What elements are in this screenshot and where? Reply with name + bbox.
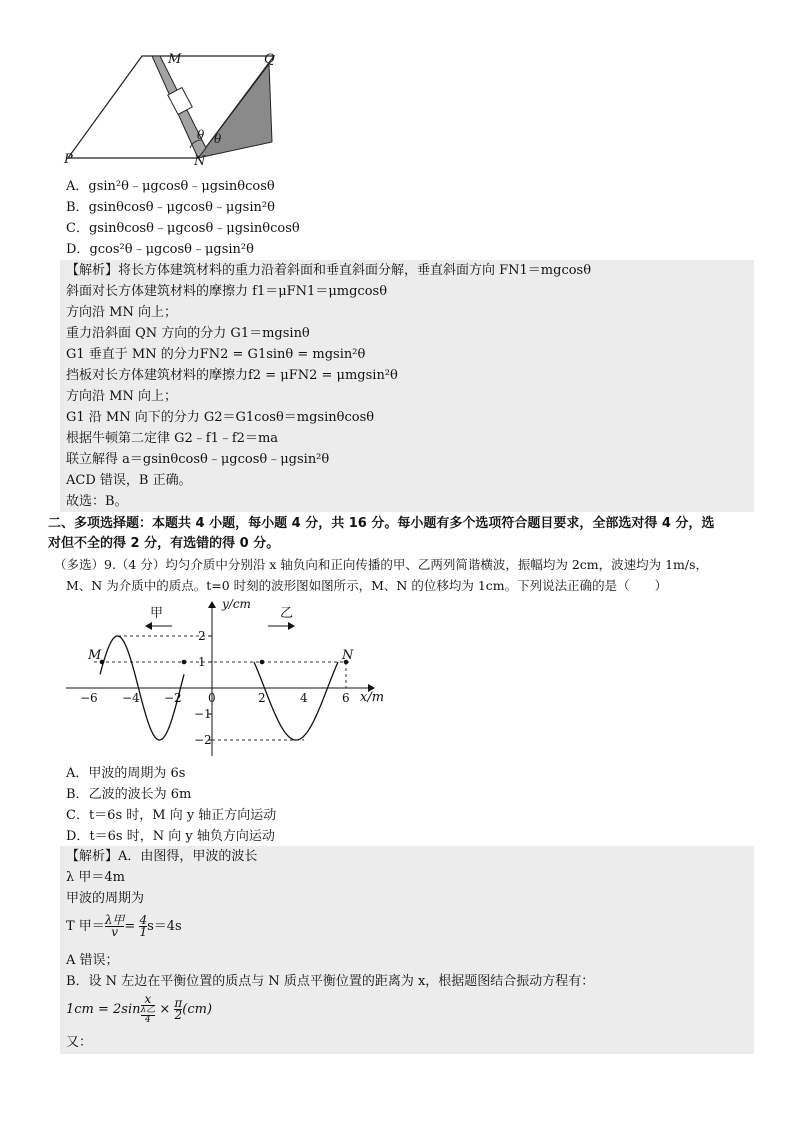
point-M-label: M xyxy=(88,648,102,663)
q8-analysis-line: 斜面对长方体建筑材料的摩擦力 f1＝μFN1＝μmgcosθ xyxy=(66,284,388,299)
q8-analysis-line: 方向沿 MN 向上； xyxy=(66,305,177,320)
y-tick-label: −2 xyxy=(194,733,212,747)
q9-analysis-line: B．设 N 左边在平衡位置的质点与 N 质点平衡位置的距离为 x，根据题图结合振动方程有： xyxy=(66,974,595,989)
q8-analysis-line: 挡板对长方体建筑材料的摩擦力f2 = μFN2 = μmgsin²θ xyxy=(66,368,398,383)
q9-analysis-line: 【解析】A．由图得，甲波的波长 xyxy=(66,849,258,864)
x-tick-label: −2 xyxy=(164,691,182,705)
q8-analysis-line: 重力沿斜面 QN 方向的分力 G1＝mgsinθ xyxy=(66,326,310,341)
x-tick-label: 2 xyxy=(258,691,266,705)
q9-analysis-line: 甲波的周期为 xyxy=(66,891,145,906)
q9-stem-2: M、N 为介质中的质点。t=0 时刻的波形图如图所示，M、N 的位移均为 1cm。下列说法正确的是（ ） xyxy=(66,578,668,593)
label-N: N xyxy=(194,154,206,169)
q8-option-d: D．gcos²θ﹣μgcosθ﹣μgsin²θ xyxy=(66,242,254,257)
x-axis-label: x/m xyxy=(360,690,385,705)
incline-figure xyxy=(64,52,284,170)
q8-option-c: C．gsinθcosθ﹣μgcosθ﹣μgsinθcosθ xyxy=(66,221,300,236)
q9-option-c: C．t＝6s 时，M 向 y 轴正方向运动 xyxy=(66,808,277,823)
label-theta-1: θ xyxy=(197,128,205,142)
q8-analysis-line: 方向沿 MN 向上； xyxy=(66,389,177,404)
label-theta-2: θ xyxy=(214,132,222,146)
section-heading-2: 对但不全的得 2 分，有选错的得 0 分。 xyxy=(48,536,280,551)
x-tick-label: 4 xyxy=(300,691,308,705)
x-tick-label: 0 xyxy=(208,691,216,705)
q9-analysis-line: λ 甲＝4m xyxy=(66,870,125,885)
label-Q: Q xyxy=(264,52,275,67)
x-tick-label: −6 xyxy=(80,691,98,705)
q8-option-a: A．gsin²θ﹣μgcosθ﹣μgsinθcosθ xyxy=(66,179,275,194)
wave-graph xyxy=(62,596,392,762)
x-tick-label: 6 xyxy=(342,691,350,705)
q9-vibration-formula: 1cm = 2sin x λ乙 4 × $\frac{\pi}{2}$ (cm) xyxy=(66,992,213,1025)
q9-option-a: A．甲波的周期为 6s xyxy=(66,766,186,781)
q8-analysis-line: 故选：B。 xyxy=(66,494,128,509)
label-M: M xyxy=(168,52,182,67)
x-tick-label: −4 xyxy=(122,691,140,705)
q9-analysis-line: A 错误； xyxy=(66,953,119,968)
y-tick-label: 1 xyxy=(198,655,206,669)
point-2 xyxy=(182,660,187,665)
wave-jia-label: 甲 xyxy=(150,606,164,621)
q8-analysis-line: G1 沿 MN 向下的分力 G2＝G1cosθ＝mgsinθcosθ xyxy=(66,410,375,425)
q9-analysis-line: 又： xyxy=(66,1035,93,1050)
y-axis-label: y/cm xyxy=(222,597,251,611)
q8-analysis-line: G1 垂直于 MN 的分力FN2 = G1sinθ = mgsin²θ xyxy=(66,347,366,362)
q8-option-b: B．gsinθcosθ﹣μgcosθ﹣μgsin²θ xyxy=(66,200,275,215)
section-heading: 二、多项选择题：本题共 4 小题，每小题 4 分，共 16 分。每小题有多个选项符合题目要求，全部选对得 4 分，选 xyxy=(48,516,715,531)
q9-stem: （多选）9.（4 分）均匀介质中分别沿 x 轴负向和正向传播的甲、乙两列简谐横波，振幅均为 2cm，波速均为 1m/s， xyxy=(54,557,709,572)
point-N-label: N xyxy=(342,648,354,663)
y-tick-label: −1 xyxy=(194,707,212,721)
q8-analysis-line: ACD 错误，B 正确。 xyxy=(66,473,192,488)
q8-analysis-line: 联立解得 a＝gsinθcosθ﹣μgcosθ﹣μgsin²θ xyxy=(66,452,330,467)
point-3 xyxy=(260,660,265,665)
q8-analysis-line: 【解析】将长方体建筑材料的重力沿着斜面和垂直斜面分解，垂直斜面方向 FN1＝mgcosθ xyxy=(66,263,592,278)
wave-yi xyxy=(254,662,338,740)
wave-yi-label: 乙 xyxy=(280,606,294,621)
q8-analysis-line: 根据牛顿第二定律 G2﹣f1﹣f2＝ma xyxy=(66,431,279,446)
y-tick-label: 2 xyxy=(198,629,206,643)
q9-option-b: B．乙波的波长为 6m xyxy=(66,787,192,802)
label-P: P xyxy=(64,152,73,167)
q9-period-formula: T 甲＝ $\frac{\text{λ甲}}{v}$ = $\frac{4}{1}$ s＝4s xyxy=(66,913,182,939)
q9-option-d: D．t＝6s 时，N 向 y 轴负方向运动 xyxy=(66,829,275,844)
